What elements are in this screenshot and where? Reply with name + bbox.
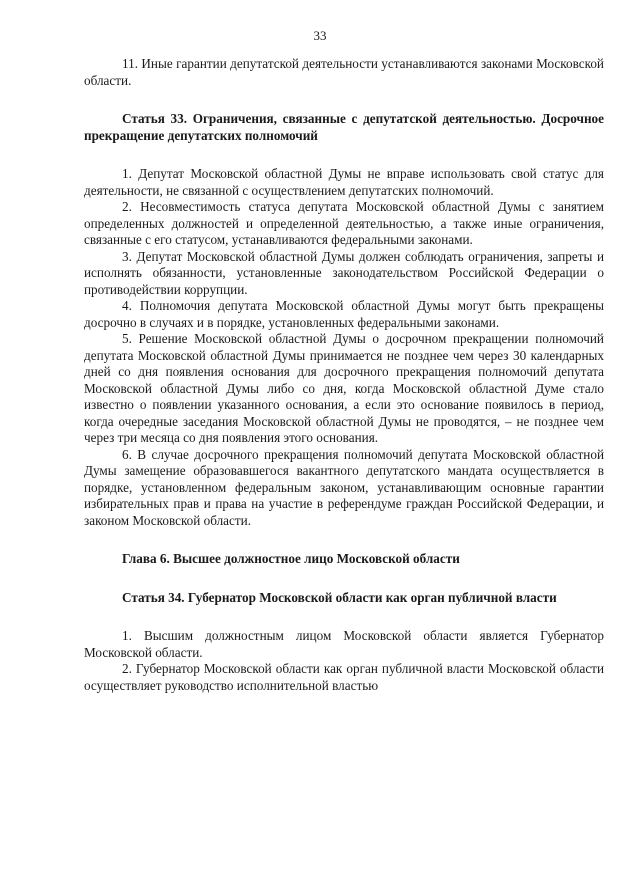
spacer [84,144,604,166]
article-33-paragraph-1: 1. Депутат Московской областной Думы не вправе использовать свой статус для деятельности, не связанной с осуществлением депутатских полномочий. [84,166,604,198]
article-33-paragraph-3: 3. Депутат Московской областной Думы должен соблюдать ограничения, запреты и исполнять обязанности, установленные законодательством Российской Федерации о противодействии коррупции. [84,248,604,297]
page-number: 33 [313,28,327,43]
article-34-paragraph-2: 2. Губернатор Московской области как орган публичной власти Московской области осуществляет руководство исполнительной властью [84,661,604,693]
document-body [84,56,604,694]
spacer [84,606,604,628]
spacer [84,89,604,111]
chapter-6-title: Глава 6. Высшее должностное лицо Московской области [122,551,460,566]
article-33-title: Статья 33. Ограничения, связанные с депутатской деятельностью. Досрочное прекращение депутатских полномочий [84,111,604,143]
article-33-paragraph-5: 5. Решение Московской областной Думы о досрочном прекращении полномочий депутата Московской областной Думы принимается не позднее чем через 30 календарных дней со дня появления основания для досрочного прекращения полномочий депутата Московской областной Думы либо со дня, когда Московской областной Думе стало известно о появлении указанного основания, а если это основание появилось в период, когда очередные заседания Московской областной Думы не проводятся, – не позднее чем через три месяца со дня появления этого основания. [84,331,604,445]
article-34-title: Статья 34. Губернатор Московской области как орган публичной власти [122,589,557,605]
article-34-paragraph-1: 1. Высшим должностным лицом Московской области является Губернатор Московской области. [84,628,604,660]
article-33-paragraph-2: 2. Несовместимость статуса депутата Московской областной Думы с занятием определенных должностей и определенной деятельностью, а также иные ограничения, связанные с его статусом, устанавливаются федеральными законами. [84,199,604,247]
spacer [84,568,604,590]
article-33-paragraph-6: 6. В случае досрочного прекращения полномочий депутата Московской областной Думы замещение образовавшегося вакантного депутатского мандата осуществляется в порядке, установленном федеральным законом, устанавливающим основные гарантии избирательных прав и права на участие в референдуме граждан Российской Федерации, и законом Московской области. [84,446,604,528]
spacer [84,529,604,551]
article-33-paragraph-4: 4. Полномочия депутата Московской областной Думы могут быть прекращены досрочно в случаях и в порядке, установленных федеральными законами. [84,298,604,330]
paragraph-11: 11. Иные гарантии депутатской деятельности устанавливаются законами Московской области. [84,56,604,88]
